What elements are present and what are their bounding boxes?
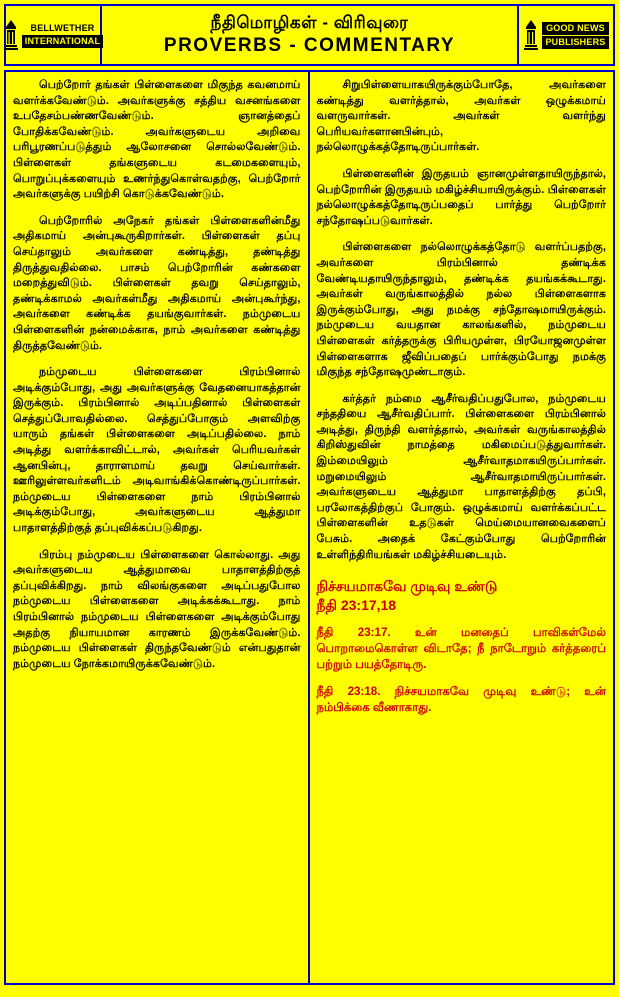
bellwether-international-logo [6,6,102,64]
right-column [310,72,614,983]
bell-tower-icon [3,20,19,50]
good-news-line2: PUBLISHERS [542,36,608,49]
good-news-publishers-logo [517,6,613,64]
logo-row-left [8,20,101,50]
church-tower-icon [523,20,539,50]
paragraph: பிள்ளைகளின் இருதயம் ஞானமுள்ளதாயிருந்தால், பெற்றோரின் இருதயம் மகிழ்ச்சியாயிருக்கும். பிள்ளைகள் நல்லொழுக்கத்தோடிருப்பதைப் பார்த்து பெற்றோர் சந்தோஷப்படுவார்கள். [316,167,606,227]
paragraph: பெற்றோரில் அநேகர் தங்கள் பிள்ளைகளின்மீது அதிகமாய் அன்புகூருகிறார்கள். பிள்ளைகள் தப்பு செய்தாலும் அவர்களை கண்டித்து, தண்டித்து திருத்துவதில்லை. பாசம் பெற்றோரின் கண்களை மறைத்துவிடும். பிள்ளைகள் தவறு செய்தாலும், தண்டிக்காமல் அவர்கள்மீது அதிகமாய் அன்புகூர்ந்து, அவர்களை கண்டிக்க தயங்குவார்கள். நம்முடைய பிள்ளைகளின் நன்மைக்காக, நாம் அவர்களை கண்டித்து திருத்தவேண்டும். [13,214,301,352]
paragraph: பெற்றோர் தங்கள் பிள்ளைகளை மிகுந்த கவனமாய் வளர்க்கவேண்டும். அவர்களுக்கு சத்திய வசனங்களை உபதேசம்பண்ணவேண்டும். ஞானத்தைப் போதிக்கவேண்டும். அவர்களுடைய அறிவை பரிபூரணப்படுத்தும் ஆலோசனை சொல்லவேண்டும். பிள்ளைகள் தங்களுடைய கடமைகளையும், பொறுப்புக்களையும் உணர்ந்துகொள்வதற்கு, பெற்றோர் அவர்களுக்கு பயிற்சி கொடுக்கவேண்டும். [13,79,301,201]
good-news-logo-text [542,21,608,49]
section-heading-line2: நீதி 23:17,18 [316,597,397,614]
document-body [4,70,615,985]
page-title-tamil: நீதிமொழிகள் - விரிவுரை [210,13,409,32]
document-header [4,4,615,66]
good-news-line1: GOOD NEWS [542,22,608,35]
section-heading-line1: நிச்சயமாகவே முடிவு உண்டு [316,578,498,595]
verse-text: நீதி 23:18. நிச்சயமாகவே முடிவு உண்டு; உன் நம்பிக்கை வீணாகாது. [316,685,606,715]
paragraph: சிறுபிள்ளையாகயிருக்கும்போதே, அவர்களை கண்டித்து வளர்த்தால், அவர்கள் ஒழுக்கமாய் வளருவார்கள். அவர்கள் வளர்ந்து பெரியவர்களானபின்பும், நல்லொழுக்கத்தோடிருப்பார்கள். [316,79,606,154]
paragraph: கர்த்தர் நம்மை ஆசீர்வதிப்பதுபோல, நம்முடைய சந்ததியை ஆசீர்வதிப்பார். பிள்ளைகளை பிரம்பினால் அடித்து, திருந்தி வளர்த்தால், அவர்கள் வருங்காலத்தில் கிறிஸ்துவின் நாமத்தை மகிமைப்படுத்துவார்கள். இம்மையிலும் ஆசீர்வாதமாகயிருப்பார்கள். மறுமையிலும் ஆசீர்வாதமாயிருப்பார்கள். அவர்களுடைய ஆத்துமா பாதாளத்திற்கு தப்பி, பரலோகத்திற்குப் போகும். ஒழுக்கமாய் வளர்க்கப்பட்ட பிள்ளைகளின் உதடுகள் மெய்மையானவைகளைப் பேசும். அதைக் கேட்கும்போது பெற்றோரின் உள்ளிந்திரியங்கள் மகிழ்ச்சியடையும். [316,392,606,561]
bellwether-line2: INTERNATIONAL [22,35,103,48]
page-title-english: PROVERBS - COMMENTARY [163,35,456,56]
verse-text: நீதி 23:17. உன் மனதைப் பாவிகள்மேல் பொறாமைகொள்ள விடாதே; நீ நாடோறும் கர்த்தரைப் பற்றும் பயத்தோடிரு. [316,626,606,672]
logo-row-right [521,20,611,50]
page-title [102,6,517,64]
paragraph: பிள்ளைகளை நல்லொழுக்கத்தோடு வளர்ப்பதற்கு, அவர்களை பிரம்பினால் தண்டிக்க வேண்டியதாயிருந்தாலும், தண்டிக்க தயங்கக்கூடாது. அவர்கள் வருங்காலத்தில் நல்ல பிள்ளைகளாக இருக்கும்போது, அது நமக்கு சந்தோஷமாயிருக்கும். நம்முடைய வயதான காலங்களில், நம்முடைய பிள்ளைகள் கர்த்தருக்கு பிரியமுள்ள, பிரயோஜனமுள்ள பிள்ளைகளாக ஜீவிப்பதைப் பார்க்கும்போது நமக்கு மிகுந்த சந்தோஷமுண்டாகும். [316,241,606,379]
paragraph: நம்முடைய பிள்ளைகளை பிரம்பினால் அடிக்கும்போது, அது அவர்களுக்கு வேதனையாகத்தான் இருக்கும். பிரம்பினால் அடிப்பதினால் பிள்ளைகள் செத்துப்போவதில்லை. செத்துப்போகும் அளவிற்கு யாரும் தங்கள் பிள்ளைகளை அடிப்பதில்லை. நாம் அடித்து வளர்க்காவிட்டால், அவர்கள் பெரியவர்கள் ஆனபின்பு, தாராளமாய் தவறு செய்வார்கள். ஊரிலுள்ளவர்களிடம் அடிவாங்கிக்கொண்டிருப்பார்கள். நம்முடைய பிள்ளைகளை நாம் பிரம்பினால் அடிக்கும்போது, அவர்களுடைய ஆத்துமா பாதாளத்திற்குத் தப்புவிக்கப்படுகிறது. [13,366,301,535]
bellwether-logo-text [22,23,103,48]
paragraph: பிரம்பு நம்முடைய பிள்ளைகளை கொல்லாது. அது அவர்களுடைய ஆத்துமாவை பாதாளத்திற்குத் தப்புவிக்கிறது. நாம் விலங்குகளை அடிப்பதுபோல நம்முடைய பிள்ளைகளை அடிக்கக்கூடாது. நாம் பிரம்பினால் நம்முடைய பிள்ளைகளை அடிக்கும்போது அதற்கு நியாயமான காரணம் இருக்கவேண்டும். நம்முடைய பிள்ளைகள் திருந்தவேண்டும் என்பதுதான் நம்முடைய நோக்கமாயிருக்கவேண்டும். [13,548,301,670]
left-column [6,72,310,983]
section-heading [317,577,607,615]
bellwether-line1: BELLWETHER [30,22,95,33]
